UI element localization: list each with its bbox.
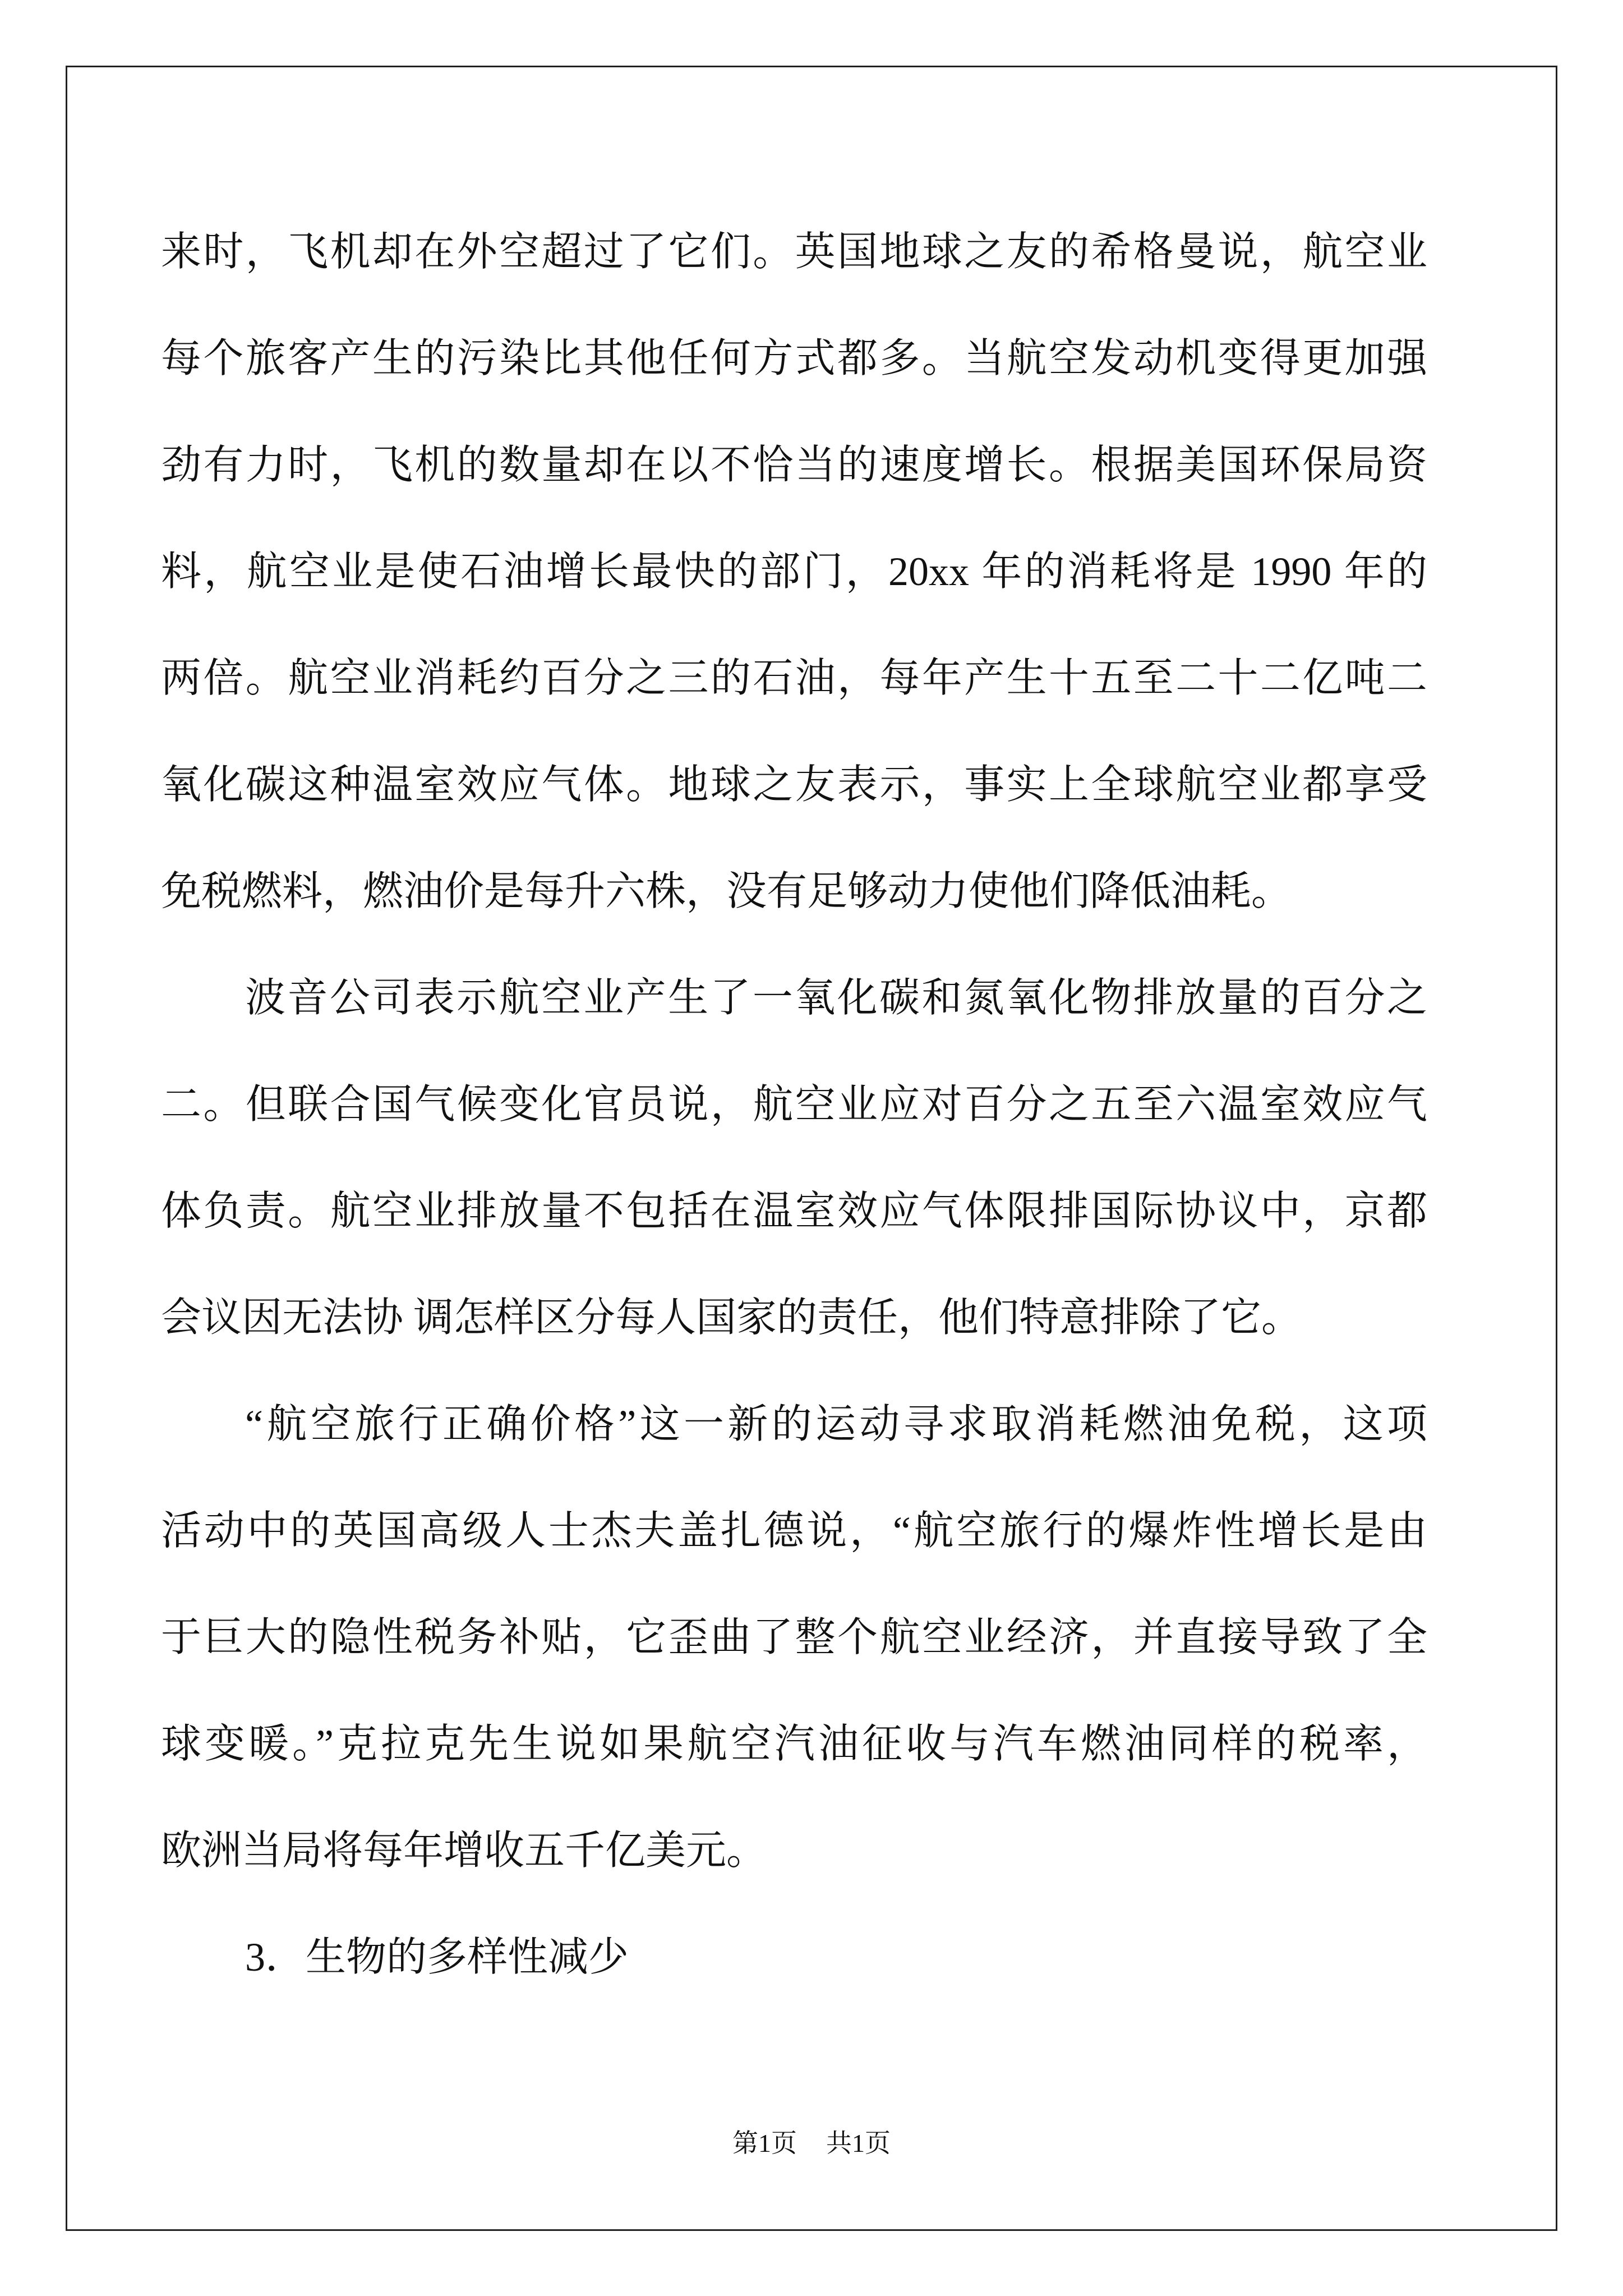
text-line: 于巨大的隐性税务补贴，它歪曲了整个航空业经济，并直接导致了全 bbox=[161, 1615, 1427, 1660]
text-line: 会议因无法协 调怎样区分每人国家的责任，他们特意排除了它。 bbox=[161, 1295, 1302, 1340]
text-line: 料，航空业是使石油增长最快的部门，20xx 年的消耗将是 1990 年的 bbox=[161, 549, 1427, 594]
page-total: 共1页 bbox=[826, 2129, 891, 2157]
paragraph bbox=[161, 945, 1427, 1371]
text-line: 每个旅客产生的污染比其他任何方式都多。当航空发动机变得更加强 bbox=[161, 336, 1427, 381]
text-line: “航空旅行正确价格”这一新的运动寻求取消耗燃油免税，这项 bbox=[245, 1402, 1427, 1447]
text-line: 两倍。航空业消耗约百分之三的石油，每年产生十五至二十二亿吨二 bbox=[161, 656, 1427, 701]
document-body bbox=[161, 199, 1427, 2010]
section-heading: 3．生物的多样性减少 bbox=[245, 1935, 629, 1980]
page-number: 第1页 bbox=[732, 2129, 797, 2157]
text-line: 体负责。航空业排放量不包括在温室效应气体限排国际协议中，京都 bbox=[161, 1189, 1427, 1234]
text-line: 氧化碳这种温室效应气体。地球之友表示，事实上全球航空业都享受 bbox=[161, 762, 1427, 807]
text-line: 波音公司表示航空业产生了一氧化碳和氮氧化物排放量的百分之 bbox=[245, 976, 1427, 1020]
paragraph bbox=[161, 199, 1427, 945]
text-line: 劲有力时，飞机的数量却在以不恰当的速度增长。根据美国环保局资 bbox=[161, 443, 1427, 487]
text-line: 欧洲当局将每年增收五千亿美元。 bbox=[161, 1828, 767, 1873]
text-line: 球变暖。”克拉克先生说如果航空汽油征收与汽车燃油同样的税率， bbox=[161, 1722, 1427, 1766]
text-line: 来时，飞机却在外空超过了它们。英国地球之友的希格曼说，航空业 bbox=[161, 229, 1427, 274]
paragraph bbox=[161, 1371, 1427, 1904]
text-line: 活动中的英国高级人士杰夫盖扎德说，“航空旅行的爆炸性增长是由 bbox=[161, 1508, 1427, 1553]
paragraph bbox=[161, 1904, 1427, 2010]
text-line: 二。但联合国气候变化官员说，航空业应对百分之五至六温室效应气 bbox=[161, 1082, 1427, 1127]
text-line: 免税燃料，燃油价是每升六株，没有足够动力使他们降低油耗。 bbox=[161, 869, 1292, 914]
page-footer bbox=[0, 2127, 1623, 2160]
